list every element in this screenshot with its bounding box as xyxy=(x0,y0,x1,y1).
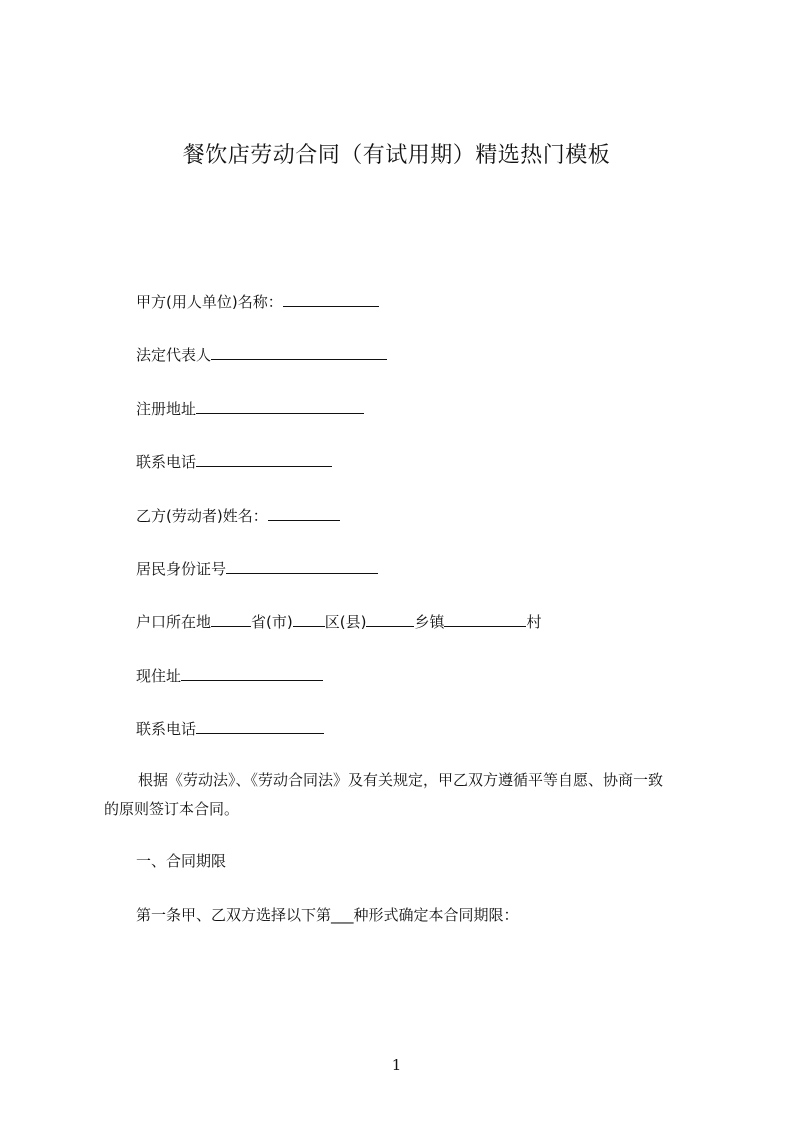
preamble-line-1: 根据《劳动法》、《劳动合同法》及有关规定，甲乙双方遵循平等自愿、协商一致 xyxy=(138,771,664,789)
party-a-phone-label: 联系电话 xyxy=(136,453,197,471)
party-b-name-label: 乙方(劳动者)姓名： xyxy=(136,507,268,525)
party-a-name-label: 甲方(用人单位)名称： xyxy=(136,293,283,311)
party-b-phone-line xyxy=(136,717,324,740)
registered-address-line xyxy=(136,397,364,420)
party-a-phone-blank[interactable] xyxy=(196,450,332,467)
hukou-village-blank[interactable] xyxy=(444,610,526,627)
party-a-phone-line xyxy=(136,450,332,473)
hukou-district-blank[interactable] xyxy=(293,610,325,627)
article-1-text: 第一条甲、乙双方选择以下第___种形式确定本合同期限： xyxy=(136,906,519,924)
party-b-phone-blank[interactable] xyxy=(196,717,324,734)
current-address-blank[interactable] xyxy=(181,664,323,681)
party-a-name-line xyxy=(136,290,379,313)
hukou-label: 户口所在地 xyxy=(136,613,212,631)
hukou-town-label: 乡镇 xyxy=(414,613,445,631)
hukou-province-label: 省(市) xyxy=(251,613,293,631)
id-number-label: 居民身份证号 xyxy=(136,560,227,578)
hukou-town-blank[interactable] xyxy=(366,610,414,627)
hukou-province-blank[interactable] xyxy=(211,610,251,627)
registered-address-blank[interactable] xyxy=(196,397,364,414)
hukou-village-label: 村 xyxy=(526,613,542,631)
hukou-line xyxy=(136,610,541,633)
party-a-name-blank[interactable] xyxy=(283,290,379,307)
current-address-line xyxy=(136,664,323,687)
party-b-name-line xyxy=(136,504,340,527)
page-number: 1 xyxy=(391,1056,402,1074)
legal-representative-blank[interactable] xyxy=(211,343,387,360)
document-title: 餐饮店劳动合同（有试用期）精选热门模板 xyxy=(182,143,611,168)
current-address-label: 现住址 xyxy=(136,667,182,685)
hukou-district-label: 区(县) xyxy=(324,613,367,631)
id-number-blank[interactable] xyxy=(226,557,378,574)
registered-address-label: 注册地址 xyxy=(136,400,197,418)
legal-representative-label: 法定代表人 xyxy=(136,346,212,364)
preamble-line-2: 的原则签订本合同。 xyxy=(104,800,240,818)
party-b-name-blank[interactable] xyxy=(268,504,340,521)
preamble-paragraph xyxy=(104,766,704,824)
party-b-phone-label: 联系电话 xyxy=(136,720,197,738)
legal-representative-line xyxy=(136,343,387,366)
id-number-line xyxy=(136,557,378,580)
section-1-heading: 一、合同期限 xyxy=(136,852,227,870)
